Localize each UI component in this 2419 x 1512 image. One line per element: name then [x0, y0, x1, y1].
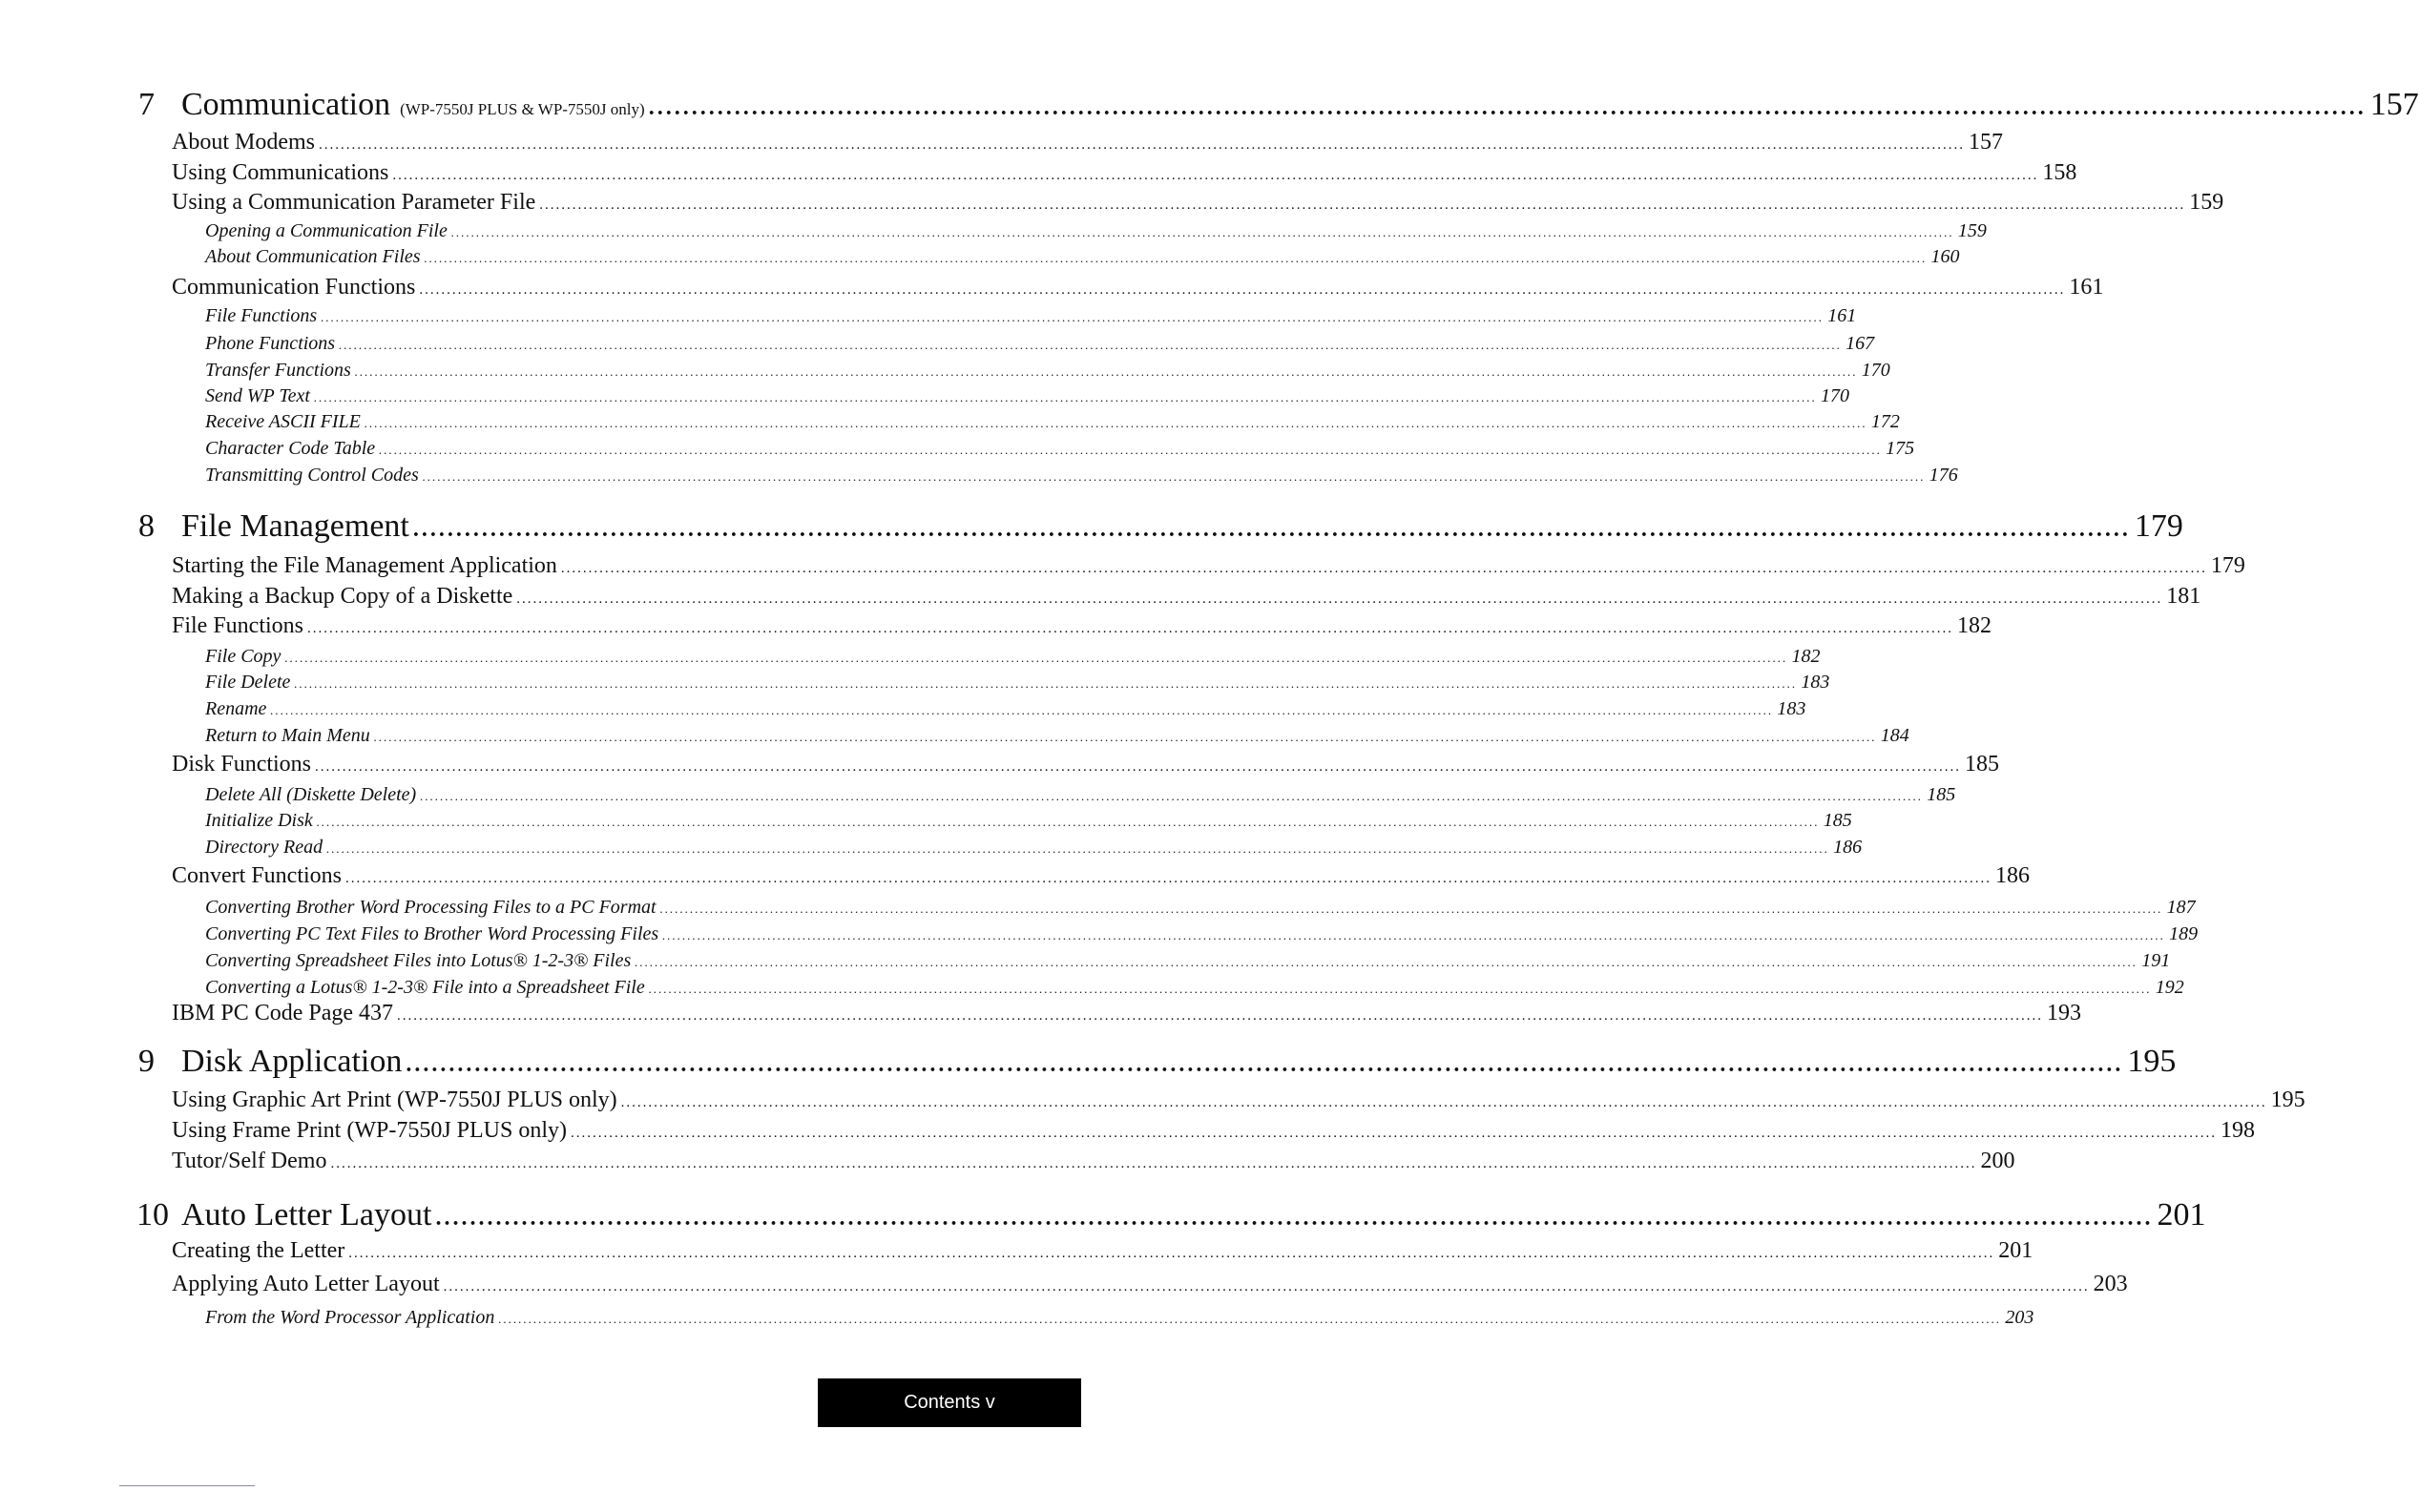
page-number: 186: [1995, 863, 2030, 888]
leader-dots: ............................................................................................................................................................................................................................................................................................................: [345, 871, 1992, 886]
page-number: 192: [2155, 977, 2184, 998]
page-number: 186: [1833, 837, 1863, 858]
toc-entry[interactable]: [205, 333, 1875, 355]
footer-rule: [119, 1485, 255, 1486]
toc-entry[interactable]: [205, 698, 1806, 720]
leader-dots: ............................................................................................................................................................................................................................................................................................................: [307, 621, 1954, 636]
leader-dots: ............................................................................................................................................................................................................................................................................................................: [560, 561, 2207, 576]
page-number: 175: [1886, 438, 1915, 459]
leader-dots: ............................................................................................................................................................................................................................................................................................................: [294, 676, 1798, 691]
entry-label: Starting the File Management Application: [172, 553, 557, 578]
page-number: 167: [1846, 333, 1875, 354]
chapter-number: 7: [138, 87, 155, 122]
toc-entry[interactable]: [205, 923, 2199, 945]
page-number: 181: [2166, 584, 2201, 609]
leader-dots: ............................................................................................................................................................................................................................................................................................................: [424, 251, 1928, 265]
toc-entry[interactable]: [172, 1087, 2305, 1113]
toc-entry[interactable]: [172, 275, 2104, 300]
entry-label: Converting a Lotus® 1-2-3® File into a Spreadsheet File: [205, 977, 645, 998]
entry-label: About Communication Files: [205, 246, 421, 267]
entry-label: Directory Read: [205, 837, 323, 858]
toc-entry[interactable]: [172, 1149, 2015, 1174]
page-number: 172: [1870, 411, 1900, 432]
leader-dots: ............................................................................................................................................................................................................................................................................................................: [330, 1156, 1977, 1171]
leader-dots: ............................................................................................................................................................................................................................................................................................................: [319, 137, 1965, 153]
page-number: 193: [2047, 1001, 2082, 1025]
leader-dots: ............................................................................................................................................................................................................................................................................................................: [516, 591, 2163, 607]
chapter-number: 10: [136, 1197, 169, 1232]
entry-label: Transmitting Control Codes: [205, 465, 419, 486]
page-number: 179: [2134, 508, 2183, 544]
page-number: 184: [1880, 725, 1909, 746]
entry-label: Applying Auto Letter Layout: [172, 1272, 440, 1296]
leader-dots: ............................................................................................................................................................................................................................................................................................................: [373, 730, 1877, 744]
toc-entry[interactable]: [205, 977, 2184, 999]
toc-entry[interactable]: [172, 1001, 2082, 1026]
toc-entry[interactable]: [172, 584, 2201, 610]
page-number: 159: [1957, 220, 1987, 241]
leader-dots: ............................................................................................................................................................................................................................................................................................................: [635, 955, 2138, 969]
entry-label: Tutor/Self Demo: [172, 1149, 327, 1173]
page-number: 158: [2042, 160, 2077, 185]
entry-label: File Functions: [205, 305, 318, 326]
toc-entry[interactable]: [172, 1238, 2033, 1264]
toc-entry[interactable]: [205, 1307, 2034, 1329]
toc-entry[interactable]: [205, 385, 1849, 407]
leader-dots: ............................................................................................................................................................................................................................................................................................................: [620, 1095, 2267, 1110]
leader-dots: ........................................................................................................................................................................................................: [648, 95, 2367, 120]
leader-dots: ............................................................................................................................................................................................................................................................................................................: [662, 928, 2166, 942]
toc-entry[interactable]: [172, 130, 2003, 155]
toc-entry[interactable]: [205, 220, 1987, 242]
leader-dots: ............................................................................................................................................................................................................................................................................................................: [422, 469, 1926, 484]
leader-dots: ............................................................................................................................................................................................................................................................................................................: [321, 310, 1825, 324]
toc-entry[interactable]: [205, 465, 1958, 487]
leader-dots: ............................................................................................................................................................................................................................................................................................................: [648, 982, 2152, 996]
entry-label: Making a Backup Copy of a Diskette: [172, 584, 513, 609]
page-number: 170: [1821, 385, 1849, 406]
toc-entry[interactable]: [205, 672, 1830, 694]
leader-dots: ............................................................................................................................................................................................................................................................................................................: [397, 1008, 2044, 1024]
toc-entry[interactable]: [172, 863, 2030, 889]
toc-entry[interactable]: [205, 411, 1900, 433]
entry-label: Converting PC Text Files to Brother Word Processing Files: [205, 923, 659, 944]
entry-label: Return to Main Menu: [205, 725, 370, 746]
page-number: 176: [1929, 465, 1958, 486]
entry-label: From the Word Processor Application: [205, 1307, 495, 1328]
page-number: 191: [2141, 950, 2171, 971]
toc-entry[interactable]: [205, 646, 1821, 668]
leader-dots: ............................................................................................................................................................................................................................................................................................................: [326, 841, 1830, 856]
entry-label: Rename: [205, 698, 267, 719]
footer-page-label: Contents v: [818, 1378, 1081, 1427]
toc-entry[interactable]: [205, 784, 1956, 806]
page-number: 189: [2169, 923, 2199, 944]
entry-label: Disk Functions: [172, 752, 312, 777]
leader-dots: ............................................................................................................................................................................................................................................................................................................: [354, 364, 1858, 379]
page-number: 201: [2157, 1197, 2206, 1232]
toc-entry[interactable]: [172, 190, 2224, 216]
entry-label: Phone Functions: [205, 333, 336, 354]
page-number: 182: [1957, 613, 1992, 638]
leader-dots: ............................................................................................................................................................................................................................................................................................................: [450, 225, 1954, 239]
entry-label: Using Frame Print (WP-7550J PLUS only): [172, 1118, 567, 1143]
entry-label: Transfer Functions: [205, 360, 351, 381]
toc-entry[interactable]: [205, 897, 2196, 919]
entry-label: Receive ASCII FILE: [205, 411, 361, 432]
leader-dots: ............................................................................................................................................................................................................................................................................................................: [379, 443, 1883, 457]
page-number: 183: [1777, 698, 1806, 719]
page-number: 195: [2127, 1044, 2177, 1079]
toc-entry[interactable]: [172, 1118, 2255, 1144]
leader-dots: ............................................................................................................................................................................................................................................................................................................: [348, 1246, 1995, 1261]
leader-dots: ............................................................................................................................................................................................................................................................................................................: [316, 815, 1820, 829]
leader-dots: ........................................................................................................................................................................................................: [412, 517, 2131, 542]
leader-dots: ............................................................................................................................................................................................................................................................................................................: [571, 1126, 2217, 1141]
chapter-title: File Management: [181, 508, 409, 544]
entry-label: Converting Spreadsheet Files into Lotus® 1-2-3® Files: [205, 950, 632, 971]
entry-label: Initialize Disk: [205, 810, 313, 831]
page-number: 161: [2069, 275, 2104, 300]
entry-label: About Modems: [172, 130, 315, 155]
leader-dots: ............................................................................................................................................................................................................................................................................................................: [315, 759, 1962, 775]
entry-label: IBM PC Code Page 437: [172, 1001, 394, 1025]
page-number: 201: [1998, 1238, 2033, 1263]
chapter-title: Auto Letter Layout: [181, 1197, 432, 1232]
page-number: 183: [1801, 672, 1830, 693]
chapter-title: Disk Application: [181, 1044, 403, 1079]
toc-entry[interactable]: [205, 438, 1915, 460]
entry-label: File Copy: [205, 646, 282, 667]
leader-dots: ............................................................................................................................................................................................................................................................................................................: [284, 651, 1788, 665]
leader-dots: ............................................................................................................................................................................................................................................................................................................: [443, 1279, 2090, 1295]
page-number: 157: [2369, 87, 2419, 122]
entry-label: Character Code Table: [205, 438, 376, 459]
leader-dots: ........................................................................................................................................................................................................: [435, 1206, 2154, 1231]
entry-label: Using a Communication Parameter File: [172, 190, 536, 215]
toc-entry[interactable]: [205, 837, 1863, 859]
page-number: 185: [1823, 810, 1852, 831]
toc-entry[interactable]: [205, 950, 2171, 972]
page-number: 170: [1861, 360, 1890, 381]
page-number: 187: [2166, 897, 2196, 918]
entry-label: Communication Functions: [172, 275, 416, 300]
toc-entry[interactable]: [205, 810, 1852, 832]
page-number: 157: [1969, 130, 2003, 155]
chapter-number: 8: [138, 508, 155, 544]
page-number: 160: [1930, 246, 1960, 267]
leader-dots: ............................................................................................................................................................................................................................................................................................................: [419, 282, 2066, 298]
leader-dots: ............................................................................................................................................................................................................................................................................................................: [539, 197, 2186, 213]
page-number: 159: [2189, 190, 2224, 215]
entry-label: File Delete: [205, 672, 291, 693]
page-number: 198: [2221, 1118, 2255, 1143]
chapter-title: Communication: [181, 87, 391, 122]
toc-entry[interactable]: [205, 246, 1960, 268]
entry-label: Creating the Letter: [172, 1238, 345, 1263]
chapter-heading: [138, 87, 2419, 123]
entry-label: Convert Functions: [172, 863, 342, 888]
toc-entry[interactable]: [172, 752, 2000, 777]
entry-label: Delete All (Diskette Delete): [205, 784, 417, 805]
chapter-number: 9: [138, 1044, 155, 1079]
leader-dots: ............................................................................................................................................................................................................................................................................................................: [364, 416, 1867, 430]
leader-dots: ............................................................................................................................................................................................................................................................................................................: [339, 338, 1843, 352]
toc-entry[interactable]: [205, 360, 1890, 382]
entry-label: Using Graphic Art Print (WP-7550J PLUS only): [172, 1087, 617, 1112]
toc-entry[interactable]: [172, 613, 1992, 639]
page-number: 203: [2093, 1272, 2128, 1296]
chapter-heading: [136, 1197, 2206, 1233]
page-number: 179: [2210, 553, 2245, 578]
leader-dots: ............................................................................................................................................................................................................................................................................................................: [420, 789, 1924, 803]
toc-entry[interactable]: [172, 1272, 2128, 1297]
leader-dots: ............................................................................................................................................................................................................................................................................................................: [659, 901, 2163, 916]
toc-entry[interactable]: [205, 305, 1857, 327]
chapter-heading: [138, 508, 2183, 545]
entry-label: Opening a Communication File: [205, 220, 448, 241]
toc-entry[interactable]: [172, 553, 2245, 579]
toc-entry[interactable]: [205, 725, 1909, 747]
chapter-heading: [138, 1044, 2177, 1080]
entry-label: Converting Brother Word Processing Files to a PC Format: [205, 897, 657, 918]
leader-dots: ............................................................................................................................................................................................................................................................................................................: [314, 390, 1817, 404]
page-number: 182: [1791, 646, 1821, 667]
leader-dots: ............................................................................................................................................................................................................................................................................................................: [498, 1312, 2002, 1326]
leader-dots: ............................................................................................................................................................................................................................................................................................................: [270, 703, 1774, 717]
entry-label: File Functions: [172, 613, 304, 638]
page-number: 185: [1927, 784, 1956, 805]
entry-label: Send WP Text: [205, 385, 310, 406]
page-number: 200: [1980, 1149, 2015, 1173]
leader-dots: ........................................................................................................................................................................................................: [406, 1052, 2124, 1077]
leader-dots: ............................................................................................................................................................................................................................................................................................................: [392, 168, 2039, 183]
page-number: 185: [1965, 752, 2000, 777]
page-number: 161: [1827, 305, 1857, 326]
toc-entry[interactable]: [172, 160, 2077, 186]
chapter-subtitle: (WP-7550J PLUS & WP-7550J only): [400, 100, 645, 118]
entry-label: Using Communications: [172, 160, 389, 185]
page-number: 195: [2270, 1087, 2305, 1112]
page-number: 203: [2005, 1307, 2034, 1328]
